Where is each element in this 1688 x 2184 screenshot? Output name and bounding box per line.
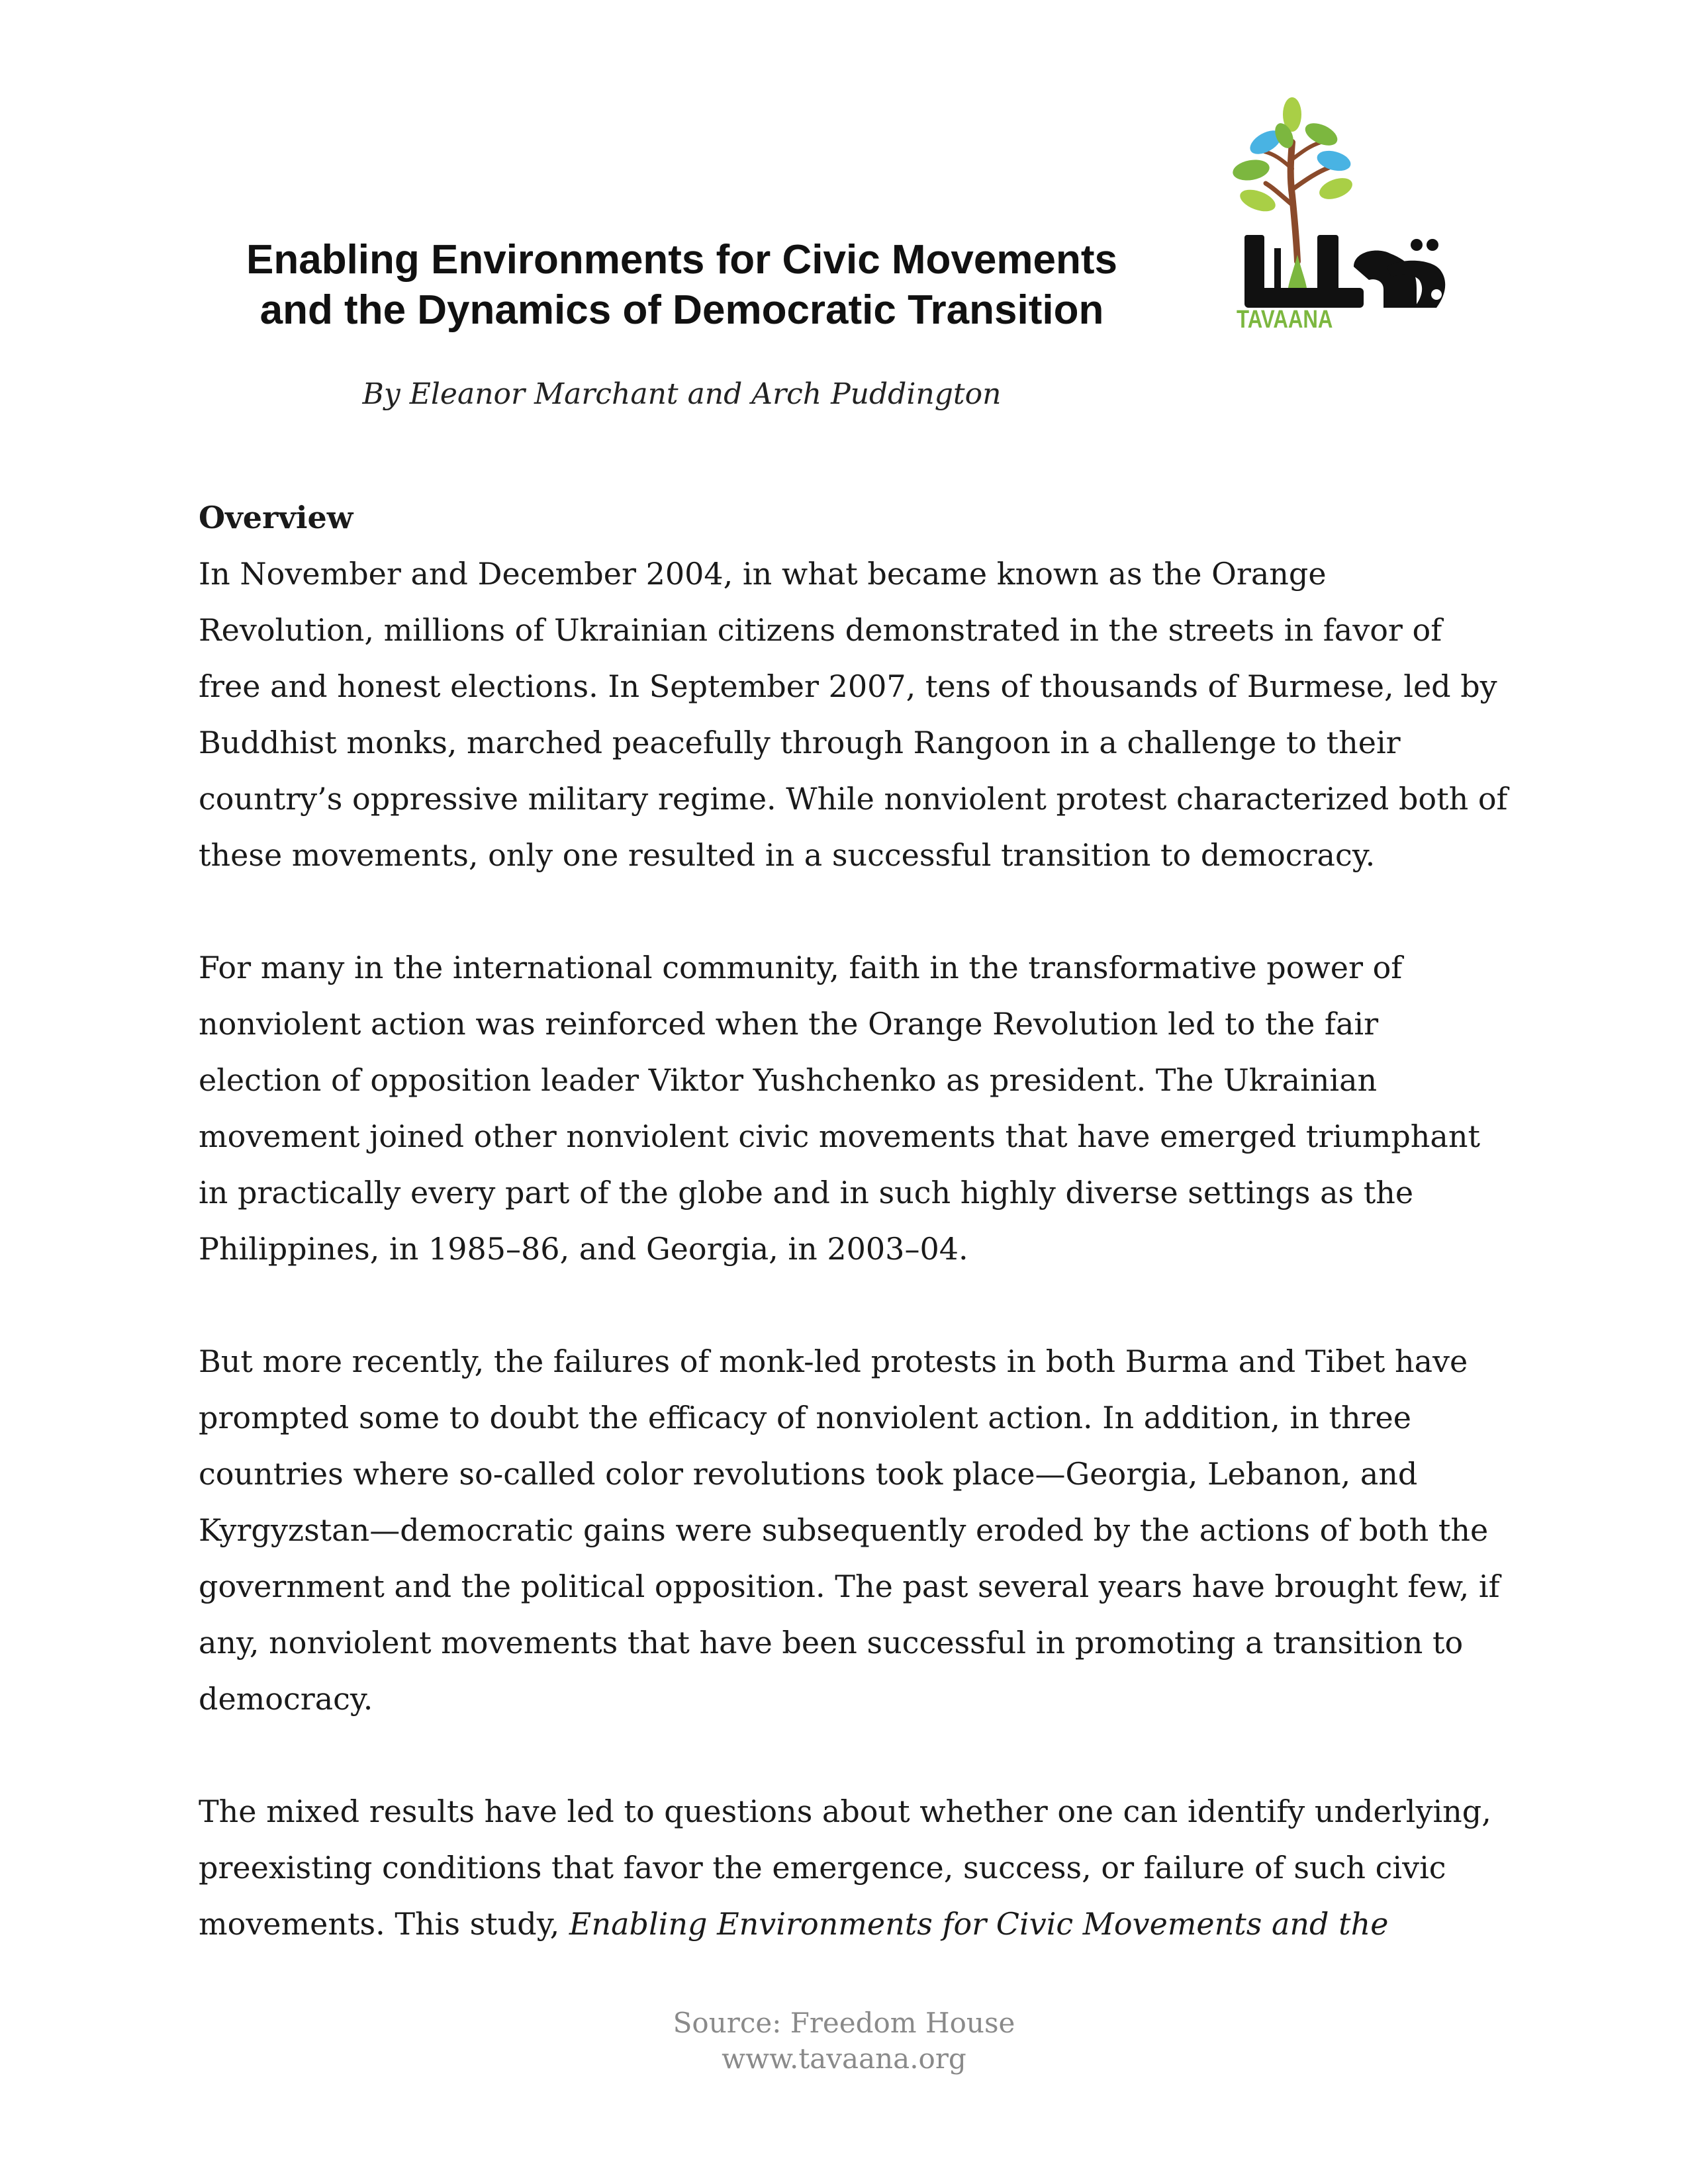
article-body — [199, 490, 1509, 1952]
arabic-wordmark — [1244, 235, 1445, 308]
title-line-2: and the Dynamics of Democratic Transition — [259, 287, 1104, 333]
paragraph-4 — [199, 1784, 1509, 1952]
paragraph-2: For many in the international community, faith in the transformative power of nonviolent action was reinforced when the Orange Revolution led to the fair election of opposition leader Viktor Yushchenko as president. The Ukrainian movement joined other nonviolent civic movements that have emerged triumphant in practically every part of the globe and in such highly diverse settings as the Philippines, in 1985–86, and Georgia, in 2003–04. — [199, 950, 1480, 1267]
paragraph-3: But more recently, the failures of monk-led protests in both Burma and Tibet have prompted some to doubt the efficacy of nonviolent action. In addition, in three countries where so-called color revolutions took place—Georgia, Lebanon, and Kyrgyzstan—democratic gains were subsequently eroded by the actions of both the government and the political opposition. The past several years have brought few, if any, nonviolent movements that have been successful in promoting a transition to democracy. — [199, 1343, 1500, 1717]
section-heading: Overview — [199, 500, 353, 535]
paragraph-4-text: The mixed results have led to questions about whether one can identify underlying, preexisting conditions that favor the emergence, success, or failure of such civic movements. This study, — [199, 1794, 1491, 1942]
study-title: Enabling Environments for Civic Movements and the — [569, 1906, 1389, 1942]
footer-url: www.tavaana.org — [722, 2042, 966, 2075]
page-footer — [0, 2005, 1688, 2077]
byline: By Eleanor Marchant and Arch Puddington — [362, 377, 1002, 411]
footer-source: Source: Freedom House — [673, 2007, 1015, 2039]
logo-wordmark: TAVAANA — [1237, 306, 1333, 334]
page-title — [152, 235, 1211, 336]
title-line-1: Enabling Environments for Civic Movements — [246, 237, 1118, 283]
paragraph-1: In November and December 2004, in what became known as the Orange Revolution, millions of Ukrainian citizens demonstrated in the streets in favor of free and honest elections. In September 2007, tens of thousands of Burmese, led by Buddhist monks, marched peacefully through Rangoon in a challenge to their country’s oppressive military regime. While nonviolent protest characterized both of these movements, only one resulted in a successful transition to democracy. — [199, 556, 1508, 873]
